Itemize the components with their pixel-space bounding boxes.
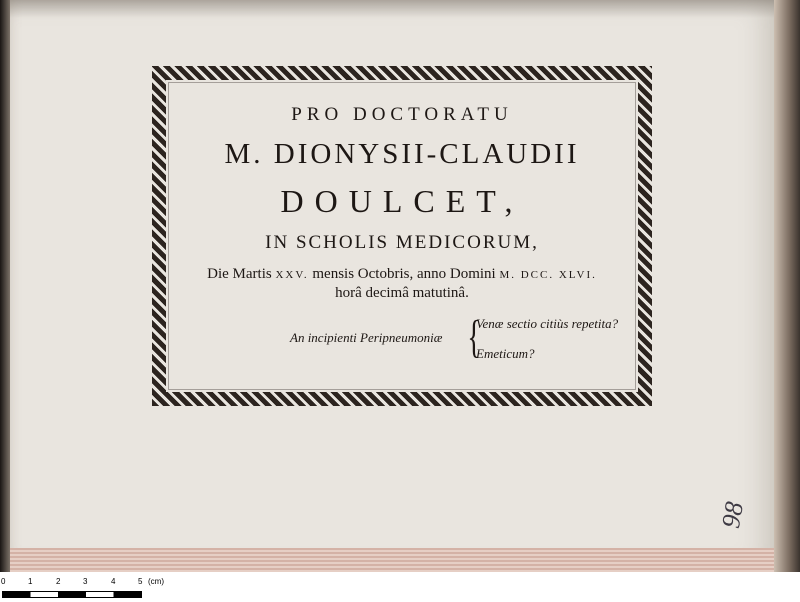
ruler-tick-3: 3 [83,577,88,586]
page-right-edge [774,0,800,572]
page-edge-stack [10,548,790,572]
time-line: horâ decimâ matutinâ. [335,285,469,301]
folio-number: 98 [715,499,750,531]
title-line-1: PRO DOCTORATU [291,104,513,125]
ruler-tick-0: 0 [1,577,6,586]
question-option-1: Venæ sectio citiùs repetita? [476,316,619,331]
ruler-tick-1: 1 [28,577,33,586]
ruler-tick-4: 4 [111,577,116,586]
ruler-tick-2: 2 [56,577,61,586]
title-line-3: DOULCET, [280,183,524,219]
ruler-unit-label: (cm) [148,577,164,586]
date-part-b: XXV. [275,269,309,281]
page-top-shadow [10,0,782,18]
title-line-4: IN SCHOLIS MEDICORUM, [265,232,539,253]
date-line [170,266,634,283]
ruler-tick-5: 5 [138,577,143,586]
date-part-d: M. DCC. XLVI. [499,269,597,281]
scale-ruler [2,591,142,598]
date-part-c: mensis Octobris, anno Domini [308,266,500,282]
question-left: An incipienti Peripneumoniæ [290,330,443,345]
date-part-a: Die Martis [207,266,276,282]
question-brace: { [467,311,481,362]
title-line-2: M. DIONYSII-CLAUDII [224,138,580,170]
question-option-2: Emeticum? [476,346,535,361]
